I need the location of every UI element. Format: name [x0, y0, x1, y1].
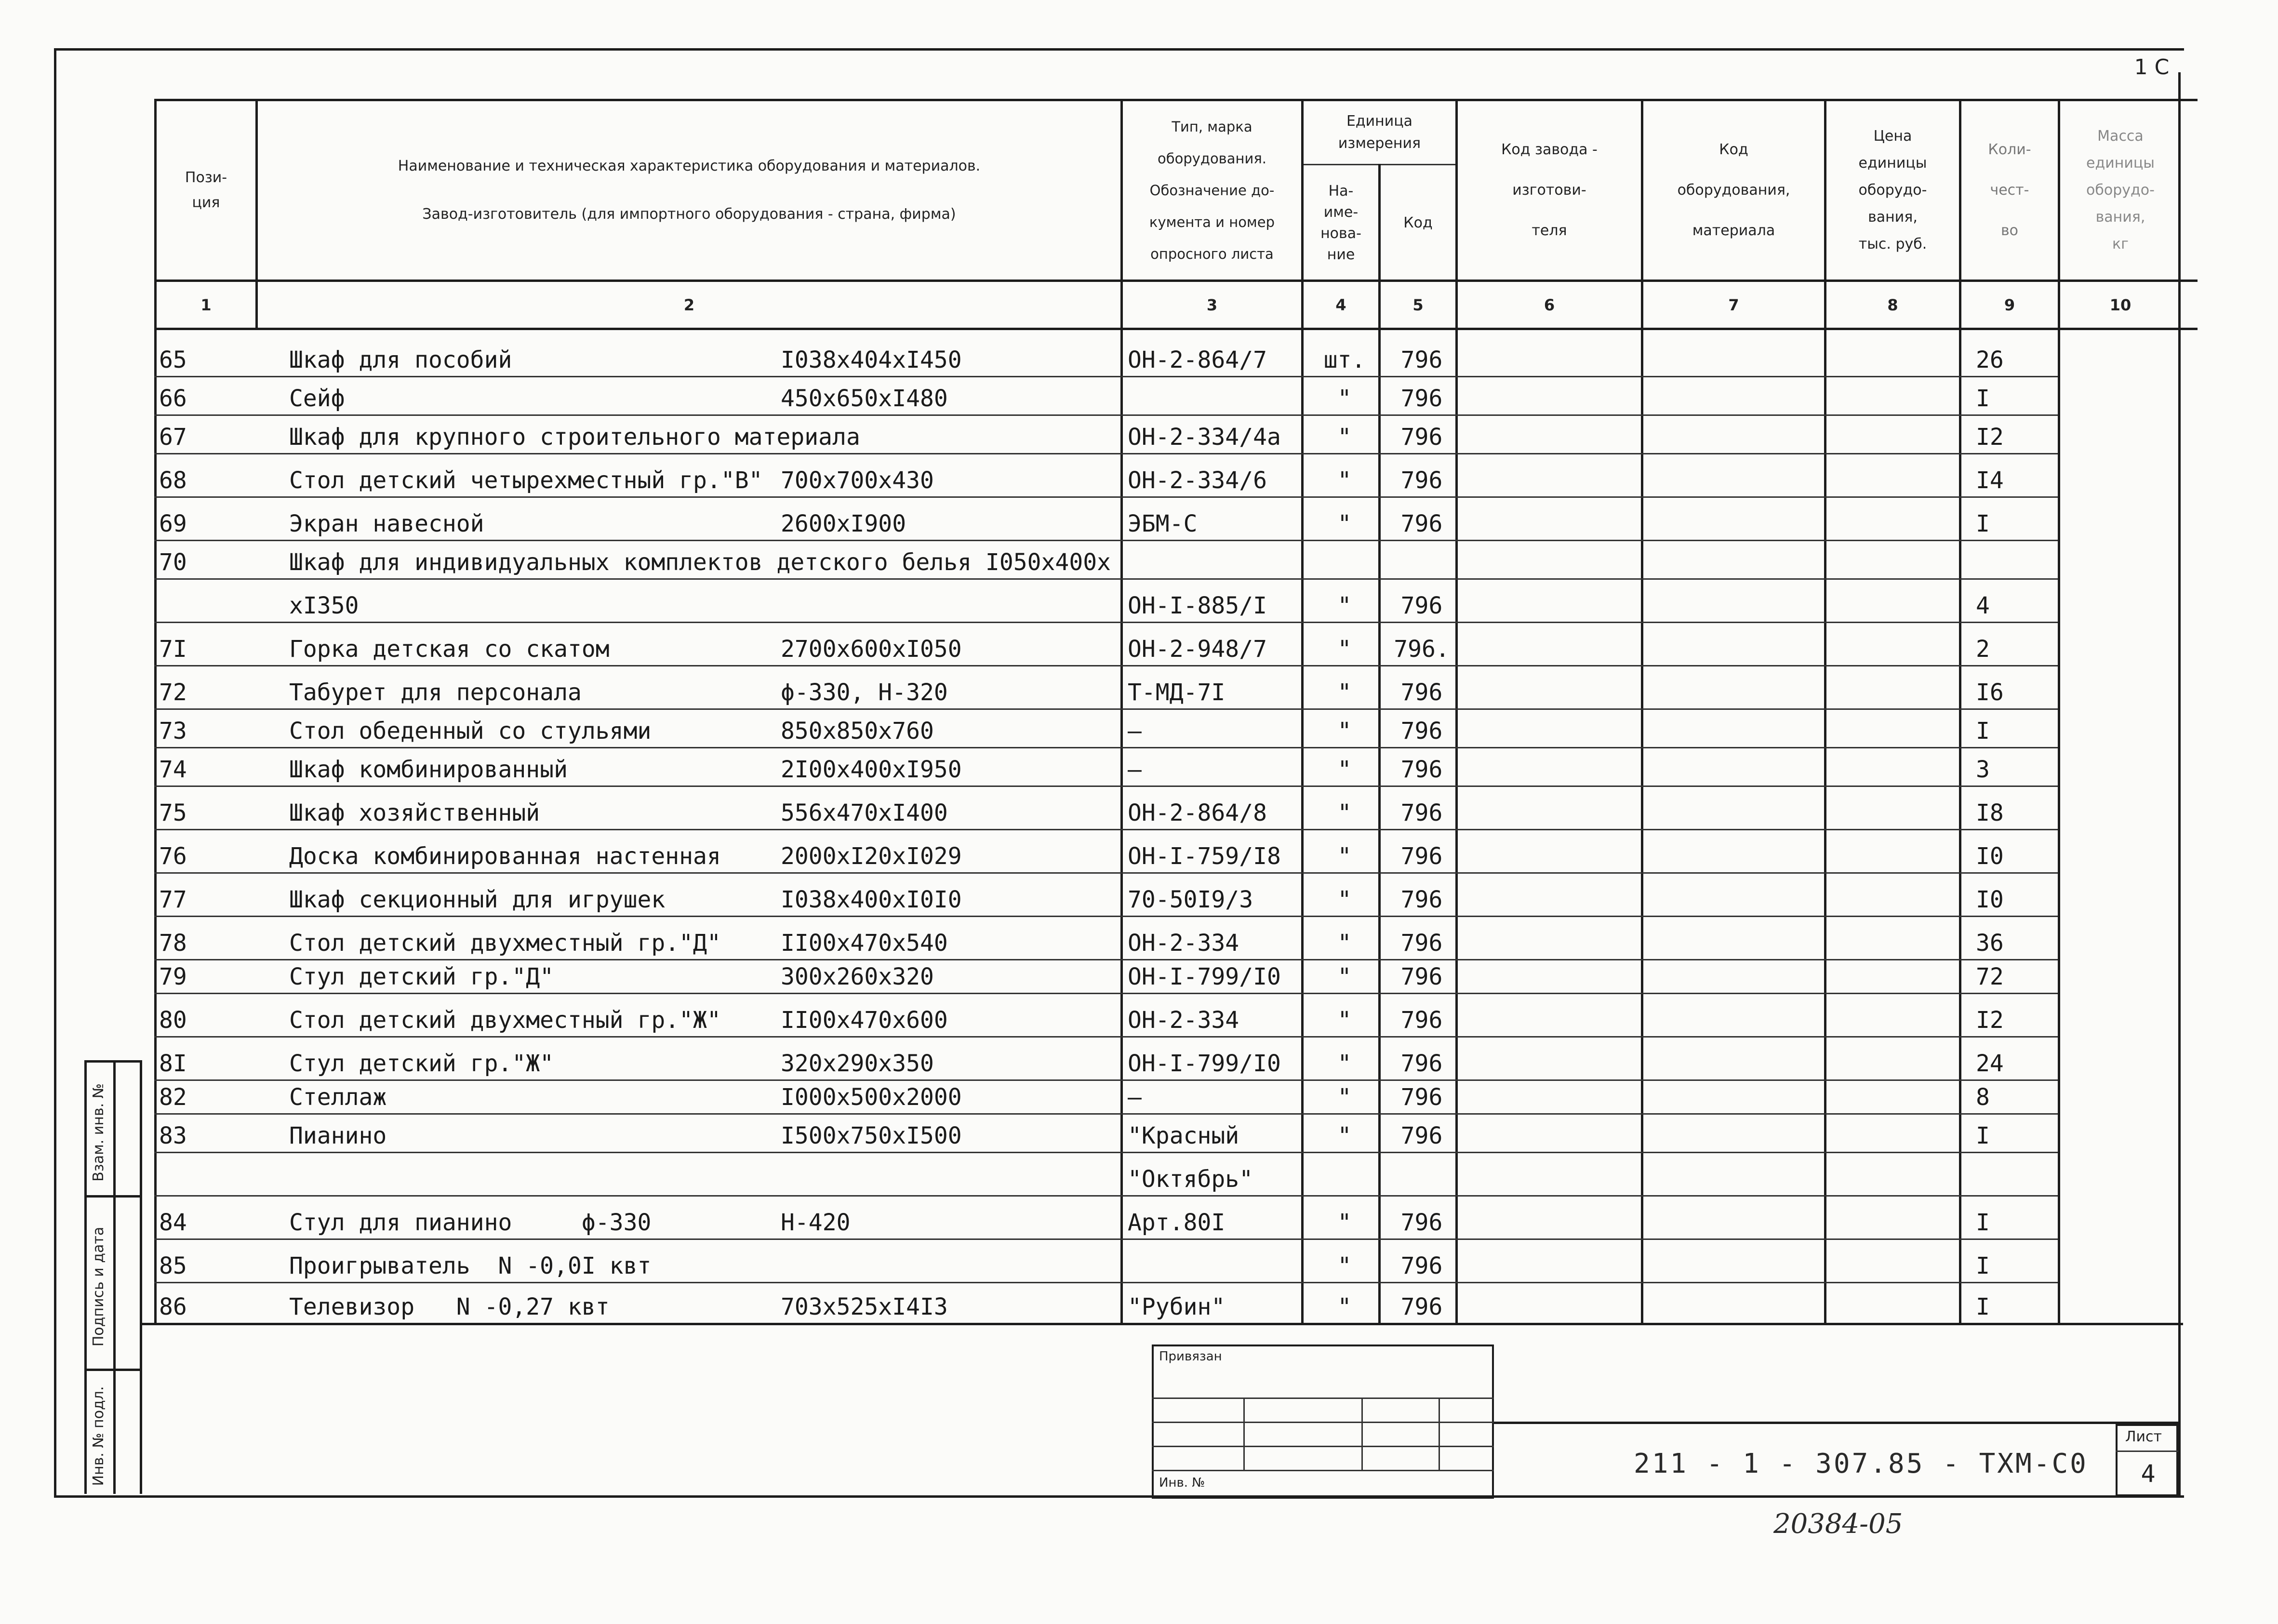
- row-qty-cell: I: [1976, 1293, 1990, 1320]
- row-type-cell: "Рубин": [1128, 1293, 1226, 1320]
- row-pos-cell: 76: [159, 843, 187, 870]
- side-label-sign-date: Подпись и дата: [90, 1226, 107, 1347]
- row-pos-cell: 72: [159, 679, 187, 706]
- stamp-row-2: [1152, 1422, 1494, 1423]
- row-separator: [154, 540, 2058, 541]
- sheet-number: 4: [2141, 1459, 2156, 1488]
- title-block-line: [1494, 1422, 2178, 1424]
- row-type-cell: ОН-2-864/8: [1128, 799, 1267, 826]
- row-dims-cell: I038x400xI0I0: [781, 886, 962, 913]
- row-qty-cell: I4: [1976, 467, 2004, 494]
- corner-mark: 1 С: [2134, 55, 2170, 80]
- row-type-cell: ОН-2-334: [1128, 1007, 1239, 1034]
- row-pos-cell: 8I: [159, 1050, 187, 1077]
- row-name-cell: Стол детский двухместный гр."Ж": [289, 1007, 721, 1034]
- row-code-cell: 796: [1400, 679, 1443, 706]
- row-dims-cell: 700x700x430: [781, 467, 934, 494]
- table-bottom-line: [140, 1323, 2183, 1325]
- row-separator: [154, 747, 2058, 748]
- row-name-cell: Экран навесной: [289, 510, 484, 537]
- row-pos-cell: 86: [159, 1293, 187, 1320]
- colnum-3: 3: [1206, 295, 1218, 314]
- row-unit-cell: ": [1337, 930, 1352, 957]
- row-name-cell: Шкаф хозяйственный: [289, 799, 540, 826]
- row-separator: [154, 376, 2058, 377]
- row-name-cell: Сейф: [289, 385, 345, 412]
- row-qty-cell: I: [1976, 1209, 1990, 1236]
- row-dims-cell: I000x500x2000: [781, 1084, 962, 1111]
- row-unit-cell: ": [1337, 1293, 1352, 1320]
- row-qty-cell: 8: [1976, 1084, 1990, 1111]
- row-type-cell: Арт.80I: [1128, 1209, 1226, 1236]
- row-code-cell: 796: [1400, 1050, 1443, 1077]
- row-name-cell: Шкаф для пособий: [289, 346, 512, 373]
- row-type-cell: ОН-2-948/7: [1128, 636, 1267, 663]
- row-type-cell: ОН-I-885/I: [1128, 592, 1267, 619]
- colnum-5: 5: [1412, 295, 1424, 314]
- row-unit-cell: ": [1337, 636, 1352, 663]
- row-dims-cell: II00x470x540: [781, 930, 948, 957]
- row-separator: [154, 829, 2058, 830]
- col-line-4: [1378, 164, 1381, 1323]
- row-pos-cell: 67: [159, 424, 187, 451]
- row-unit-cell: ": [1337, 424, 1352, 451]
- header-unit-code: Код: [1403, 214, 1433, 231]
- row-code-cell: 796: [1400, 467, 1443, 494]
- row-type-cell: 70-50I9/3: [1128, 886, 1253, 913]
- row-name-cell: Стол обеденный со стульями: [289, 718, 652, 745]
- row-qty-cell: 4: [1976, 592, 1990, 619]
- row-dims-cell: 2I00x400xI950: [781, 756, 962, 783]
- row-unit-cell: ": [1337, 1209, 1352, 1236]
- row-type-cell: –: [1128, 718, 1142, 745]
- row-name-cell: Шкаф для индивидуальных комплектов детского белья I050x400x: [289, 549, 1111, 576]
- row-qty-cell: I: [1976, 718, 1990, 745]
- sheet-box-divider: [2116, 1451, 2178, 1452]
- colnum-10: 10: [2109, 295, 2131, 314]
- row-pos-cell: 77: [159, 886, 187, 913]
- row-separator: [154, 665, 2058, 666]
- row-qty-cell: I0: [1976, 886, 2004, 913]
- row-qty-cell: 24: [1976, 1050, 2004, 1077]
- colnum-2: 2: [683, 295, 695, 314]
- header-mass: Масса единицы оборудо- вания, кг: [2086, 128, 2155, 253]
- row-code-cell: 796: [1400, 346, 1443, 373]
- document-number: 211 - 1 - 307.85 - ТХМ-С0: [1634, 1448, 2088, 1479]
- row-code-cell: 796: [1400, 385, 1443, 412]
- row-qty-cell: I: [1976, 510, 1990, 537]
- row-code-cell: 796: [1400, 930, 1443, 957]
- stamp-col-2: [1361, 1398, 1363, 1470]
- row-code-cell: 796: [1400, 1209, 1443, 1236]
- side-stamp-mid: [113, 1060, 116, 1494]
- row-unit-cell: шт.: [1323, 346, 1366, 373]
- row-separator: [154, 916, 2058, 917]
- row-dims-cell: 450x650xI480: [781, 385, 948, 412]
- row-qty-cell: 3: [1976, 756, 1990, 783]
- row-type-cell: –: [1128, 1084, 1142, 1111]
- row-code-cell: 796: [1400, 963, 1443, 990]
- row-pos-cell: 70: [159, 549, 187, 576]
- row-dims-cell: II00x470x600: [781, 1007, 948, 1034]
- header-price: Цена единицы оборудо- вания, тыс. руб.: [1858, 128, 1927, 253]
- row-code-cell: 796: [1400, 424, 1443, 451]
- row-unit-cell: ": [1337, 886, 1352, 913]
- row-separator: [154, 622, 2058, 623]
- side-stamp-right: [140, 1060, 142, 1494]
- row-name-cell: Стол детский четырехместный гр."В": [289, 467, 763, 494]
- stamp-row-4: [1152, 1470, 1494, 1471]
- row-separator: [154, 1036, 2058, 1038]
- row-qty-cell: I6: [1976, 679, 2004, 706]
- row-separator: [154, 1113, 2058, 1115]
- row-dims-cell: 2700x600xI050: [781, 636, 962, 663]
- row-pos-cell: 82: [159, 1084, 187, 1111]
- row-name-cell: Стол детский двухместный гр."Д": [289, 930, 721, 957]
- frame-left: [54, 48, 56, 1496]
- row-dims-cell: Н-420: [781, 1209, 851, 1236]
- row-name-cell: Проигрыватель N -0,0I квт: [289, 1252, 652, 1279]
- row-unit-cell: ": [1337, 1122, 1352, 1149]
- side-label-inv-original: Инв. № подл.: [90, 1386, 107, 1486]
- colnum-6: 6: [1544, 295, 1555, 314]
- row-separator: [154, 993, 2058, 994]
- row-code-cell: 796.: [1394, 636, 1450, 663]
- stamp-attached-label: Привязан: [1159, 1349, 1222, 1364]
- row-code-cell: 796: [1400, 1007, 1443, 1034]
- row-qty-cell: I: [1976, 1252, 1990, 1279]
- row-pos-cell: 79: [159, 963, 187, 990]
- row-code-cell: 796: [1400, 843, 1443, 870]
- row-qty-cell: I: [1976, 1122, 1990, 1149]
- colnum-1: 1: [200, 295, 212, 314]
- row-separator: [154, 1282, 2058, 1283]
- row-code-cell: 796: [1400, 1293, 1443, 1320]
- row-code-cell: 796: [1400, 718, 1443, 745]
- row-dims-cell: 850x850x760: [781, 718, 934, 745]
- row-name-cell: xI350: [289, 592, 359, 619]
- row-pos-cell: 65: [159, 346, 187, 373]
- row-unit-cell: ": [1337, 510, 1352, 537]
- row-type-cell: –: [1128, 756, 1142, 783]
- stamp-inv-label: Инв. №: [1159, 1476, 1205, 1490]
- row-separator: [154, 708, 2058, 710]
- row-code-cell: 796: [1400, 1122, 1443, 1149]
- stamp-row-3: [1152, 1446, 1494, 1447]
- row-name-cell: Стеллаж: [289, 1084, 387, 1111]
- side-label-replace-inv: Взам. инв. №: [90, 1083, 107, 1182]
- row-name-cell: Телевизор N -0,27 квт: [289, 1293, 610, 1320]
- row-pos-cell: 73: [159, 718, 187, 745]
- row-qty-cell: I2: [1976, 1007, 2004, 1034]
- row-pos-cell: 85: [159, 1252, 187, 1279]
- row-pos-cell: 69: [159, 510, 187, 537]
- stamp-col-3: [1439, 1398, 1440, 1470]
- row-qty-cell: I: [1976, 385, 1990, 412]
- row-pos-cell: 84: [159, 1209, 187, 1236]
- row-type-cell: ОН-2-334: [1128, 930, 1239, 957]
- row-name-cell: Пианино: [289, 1122, 387, 1149]
- row-qty-cell: I8: [1976, 799, 2004, 826]
- row-unit-cell: ": [1337, 679, 1352, 706]
- row-separator: [154, 414, 2058, 416]
- row-qty-cell: 26: [1976, 346, 2004, 373]
- row-separator: [154, 1079, 2058, 1081]
- row-unit-cell: ": [1337, 1007, 1352, 1034]
- row-qty-cell: 36: [1976, 930, 2004, 957]
- row-name-cell: Шкаф секционный для игрушек: [289, 886, 666, 913]
- colnum-4: 4: [1335, 295, 1346, 314]
- row-unit-cell: ": [1337, 843, 1352, 870]
- row-unit-cell: ": [1337, 756, 1352, 783]
- row-pos-cell: 74: [159, 756, 187, 783]
- frame-top: [54, 48, 2184, 51]
- row-type-cell: Т-МД-7I: [1128, 679, 1226, 706]
- header-type: Тип, марка оборудования. Обозначение до- кумента и номер опросного листа: [1149, 119, 1275, 262]
- row-qty-cell: I0: [1976, 843, 2004, 870]
- row-separator: [154, 1195, 2058, 1197]
- header-name: Наименование и техническая характеристика оборудования и материалов. Завод-изготовитель (для импортного оборудования - страна, фирма): [398, 158, 981, 223]
- row-code-cell: 796: [1400, 592, 1443, 619]
- row-type-cell: ОН-I-799/I0: [1128, 963, 1281, 990]
- row-dims-cell: I500x750xI500: [781, 1122, 962, 1149]
- row-name-cell: Горка детская со скатом: [289, 636, 610, 663]
- row-pos-cell: 83: [159, 1122, 187, 1149]
- row-dims-cell: 2600xI900: [781, 510, 906, 537]
- row-pos-cell: 66: [159, 385, 187, 412]
- row-unit-cell: ": [1337, 592, 1352, 619]
- row-name-cell: Стул детский гр."Ж": [289, 1050, 554, 1077]
- row-qty-cell: 72: [1976, 963, 2004, 990]
- row-dims-cell: 2000xI20xI029: [781, 843, 962, 870]
- row-code-cell: 796: [1400, 799, 1443, 826]
- stamp-row-1: [1152, 1398, 1494, 1399]
- footer-handwritten-number: 20384-05: [1773, 1508, 1903, 1540]
- row-unit-cell: ": [1337, 385, 1352, 412]
- row-separator: [154, 496, 2058, 498]
- frame-bottom: [54, 1495, 2184, 1498]
- row-separator: [154, 1152, 2058, 1153]
- header-unit-name: На- име- нова- ние: [1320, 182, 1361, 263]
- row-code-cell: 796: [1400, 1252, 1443, 1279]
- colnum-9: 9: [2004, 295, 2015, 314]
- row-unit-cell: ": [1337, 1084, 1352, 1111]
- row-pos-cell: 80: [159, 1007, 187, 1034]
- row-dims-cell: I038x404xI450: [781, 346, 962, 373]
- row-pos-cell: 7I: [159, 636, 187, 663]
- row-dims-cell: 703x525xI4I3: [781, 1293, 948, 1320]
- row-pos-cell: 68: [159, 467, 187, 494]
- row-pos-cell: 75: [159, 799, 187, 826]
- header-equipment-code: Код оборудования, материала: [1677, 141, 1790, 239]
- row-unit-cell: ": [1337, 799, 1352, 826]
- row-type-cell: ЭБМ-С: [1128, 510, 1198, 537]
- colnum-8: 8: [1887, 295, 1898, 314]
- header-quantity: Коли- чест- во: [1988, 141, 2031, 239]
- row-type-cell: ОН-I-759/I8: [1128, 843, 1281, 870]
- row-separator: [154, 785, 2058, 787]
- row-code-cell: 796: [1400, 510, 1443, 537]
- row-type-cell: ОН-2-334/4а: [1128, 424, 1281, 451]
- row-qty-cell: I2: [1976, 424, 2004, 451]
- row-code-cell: 796: [1400, 1084, 1443, 1111]
- colnum-7: 7: [1728, 295, 1739, 314]
- row-name-cell: Табурет для персонала: [289, 679, 582, 706]
- row-name-cell: Шкаф для крупного строительного материала: [289, 424, 860, 451]
- row-name-cell: Стул для пианино ϕ-330: [289, 1209, 652, 1236]
- row-name-cell: Стул детский гр."Д": [289, 963, 554, 990]
- row-name-cell: Шкаф комбинированный: [289, 756, 568, 783]
- colnum-bottom-line: [154, 328, 2198, 330]
- row-separator: [154, 453, 2058, 454]
- row-separator: [154, 872, 2058, 874]
- row-type-cell: ОН-2-864/7: [1128, 346, 1267, 373]
- row-unit-cell: ": [1337, 467, 1352, 494]
- row-type-cell: "Октябрь": [1128, 1166, 1253, 1193]
- row-pos-cell: 78: [159, 930, 187, 957]
- row-dims-cell: ϕ-330, Н-320: [781, 679, 948, 706]
- row-unit-cell: ": [1337, 1050, 1352, 1077]
- row-dims-cell: 556x470xI400: [781, 799, 948, 826]
- header-position: Пози- ция: [185, 169, 227, 211]
- row-code-cell: 796: [1400, 756, 1443, 783]
- row-code-cell: 796: [1400, 886, 1443, 913]
- header-manufacturer-code: Код завода - изготови- теля: [1501, 141, 1598, 239]
- header-unit: Единица измерения: [1338, 113, 1421, 152]
- row-name-cell: Доска комбинированная настенная: [289, 843, 721, 870]
- row-dims-cell: 320x290x350: [781, 1050, 934, 1077]
- row-qty-cell: 2: [1976, 636, 1990, 663]
- sheet-label: Лист: [2125, 1428, 2162, 1445]
- row-unit-cell: ": [1337, 1252, 1352, 1279]
- stamp-col-1: [1243, 1398, 1245, 1470]
- row-dims-cell: 300x260x320: [781, 963, 934, 990]
- row-type-cell: ОН-I-799/I0: [1128, 1050, 1281, 1077]
- row-separator: [154, 959, 2058, 960]
- row-separator: [154, 578, 2058, 580]
- row-type-cell: ОН-2-334/6: [1128, 467, 1267, 494]
- row-unit-cell: ": [1337, 718, 1352, 745]
- row-type-cell: "Красный: [1128, 1122, 1239, 1149]
- row-separator: [154, 1238, 2058, 1240]
- row-unit-cell: ": [1337, 963, 1352, 990]
